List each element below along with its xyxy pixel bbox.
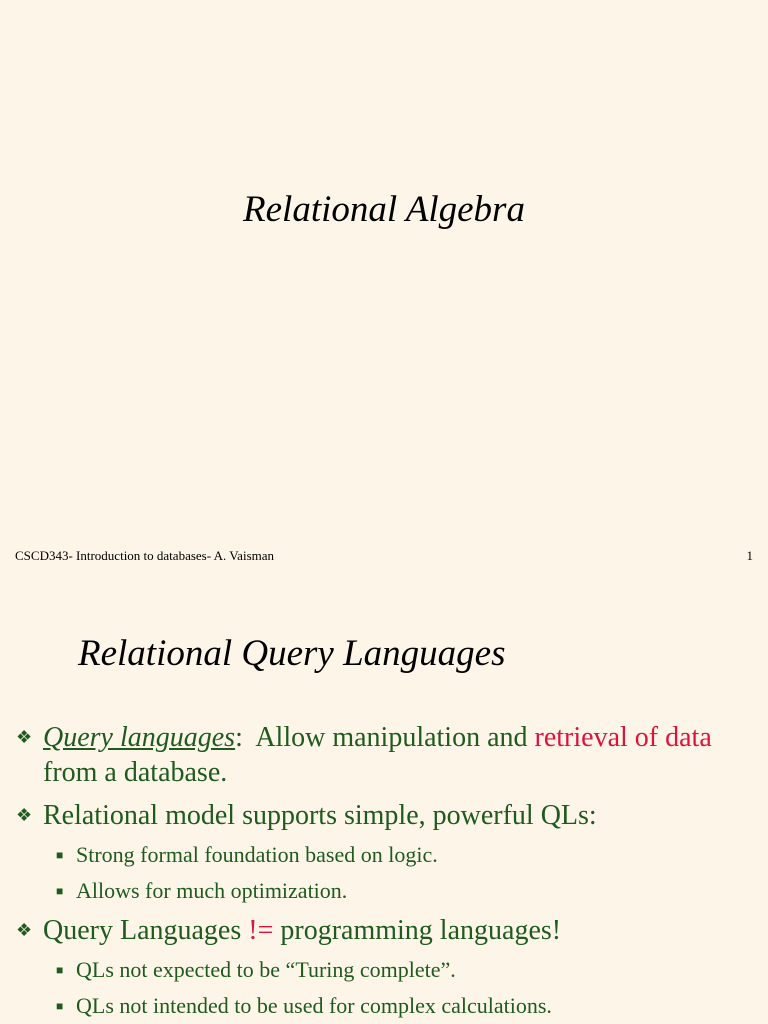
colon: : bbox=[235, 722, 243, 753]
square-bullet-icon: ■ bbox=[56, 848, 64, 862]
bullet-list bbox=[16, 720, 761, 1024]
highlight-text: retrieval bbox=[534, 722, 628, 753]
sub-bullet-text: Allows for much optimization. bbox=[76, 878, 348, 903]
sub-bullet-text: QLs not expected to be “Turing complete”. bbox=[76, 957, 456, 982]
bullet-text: Allow manipulation and bbox=[255, 722, 535, 753]
term: Query languages bbox=[43, 722, 236, 753]
bullet-item bbox=[16, 720, 761, 790]
square-bullet-icon: ■ bbox=[56, 963, 64, 977]
slide-title: Relational Algebra bbox=[243, 189, 525, 230]
highlight-text: of data bbox=[634, 722, 712, 753]
bullet-text: from a database. bbox=[43, 757, 228, 788]
square-bullet-icon: ■ bbox=[56, 999, 64, 1013]
bullet-item bbox=[16, 913, 761, 948]
bullet-text: Query Languages bbox=[43, 915, 249, 946]
diamond-bullet-icon: ❖ bbox=[16, 727, 33, 747]
square-bullet-icon: ■ bbox=[56, 884, 64, 898]
sub-bullet-text: Strong formal foundation based on logic. bbox=[76, 842, 438, 867]
sub-bullet-item bbox=[16, 877, 761, 905]
sub-bullet-item bbox=[16, 956, 761, 984]
bullet-text: Relational model supports simple, powerful QLs: bbox=[43, 800, 597, 831]
footer-text: CSCD343- Introduction to databases- A. Vaisman bbox=[15, 548, 275, 563]
highlight-text: != bbox=[248, 915, 274, 946]
diamond-bullet-icon: ❖ bbox=[16, 920, 33, 940]
slide-title: Relational Query Languages bbox=[78, 633, 506, 674]
page-number: 1 bbox=[746, 548, 753, 563]
sub-bullet-text: QLs not intended to be used for complex calculations. bbox=[76, 993, 552, 1018]
bullet-text: programming languages! bbox=[273, 915, 562, 946]
bullet-item bbox=[16, 798, 761, 833]
diamond-bullet-icon: ❖ bbox=[16, 805, 33, 825]
sub-bullet-item bbox=[16, 992, 761, 1020]
sub-bullet-item bbox=[16, 841, 761, 869]
